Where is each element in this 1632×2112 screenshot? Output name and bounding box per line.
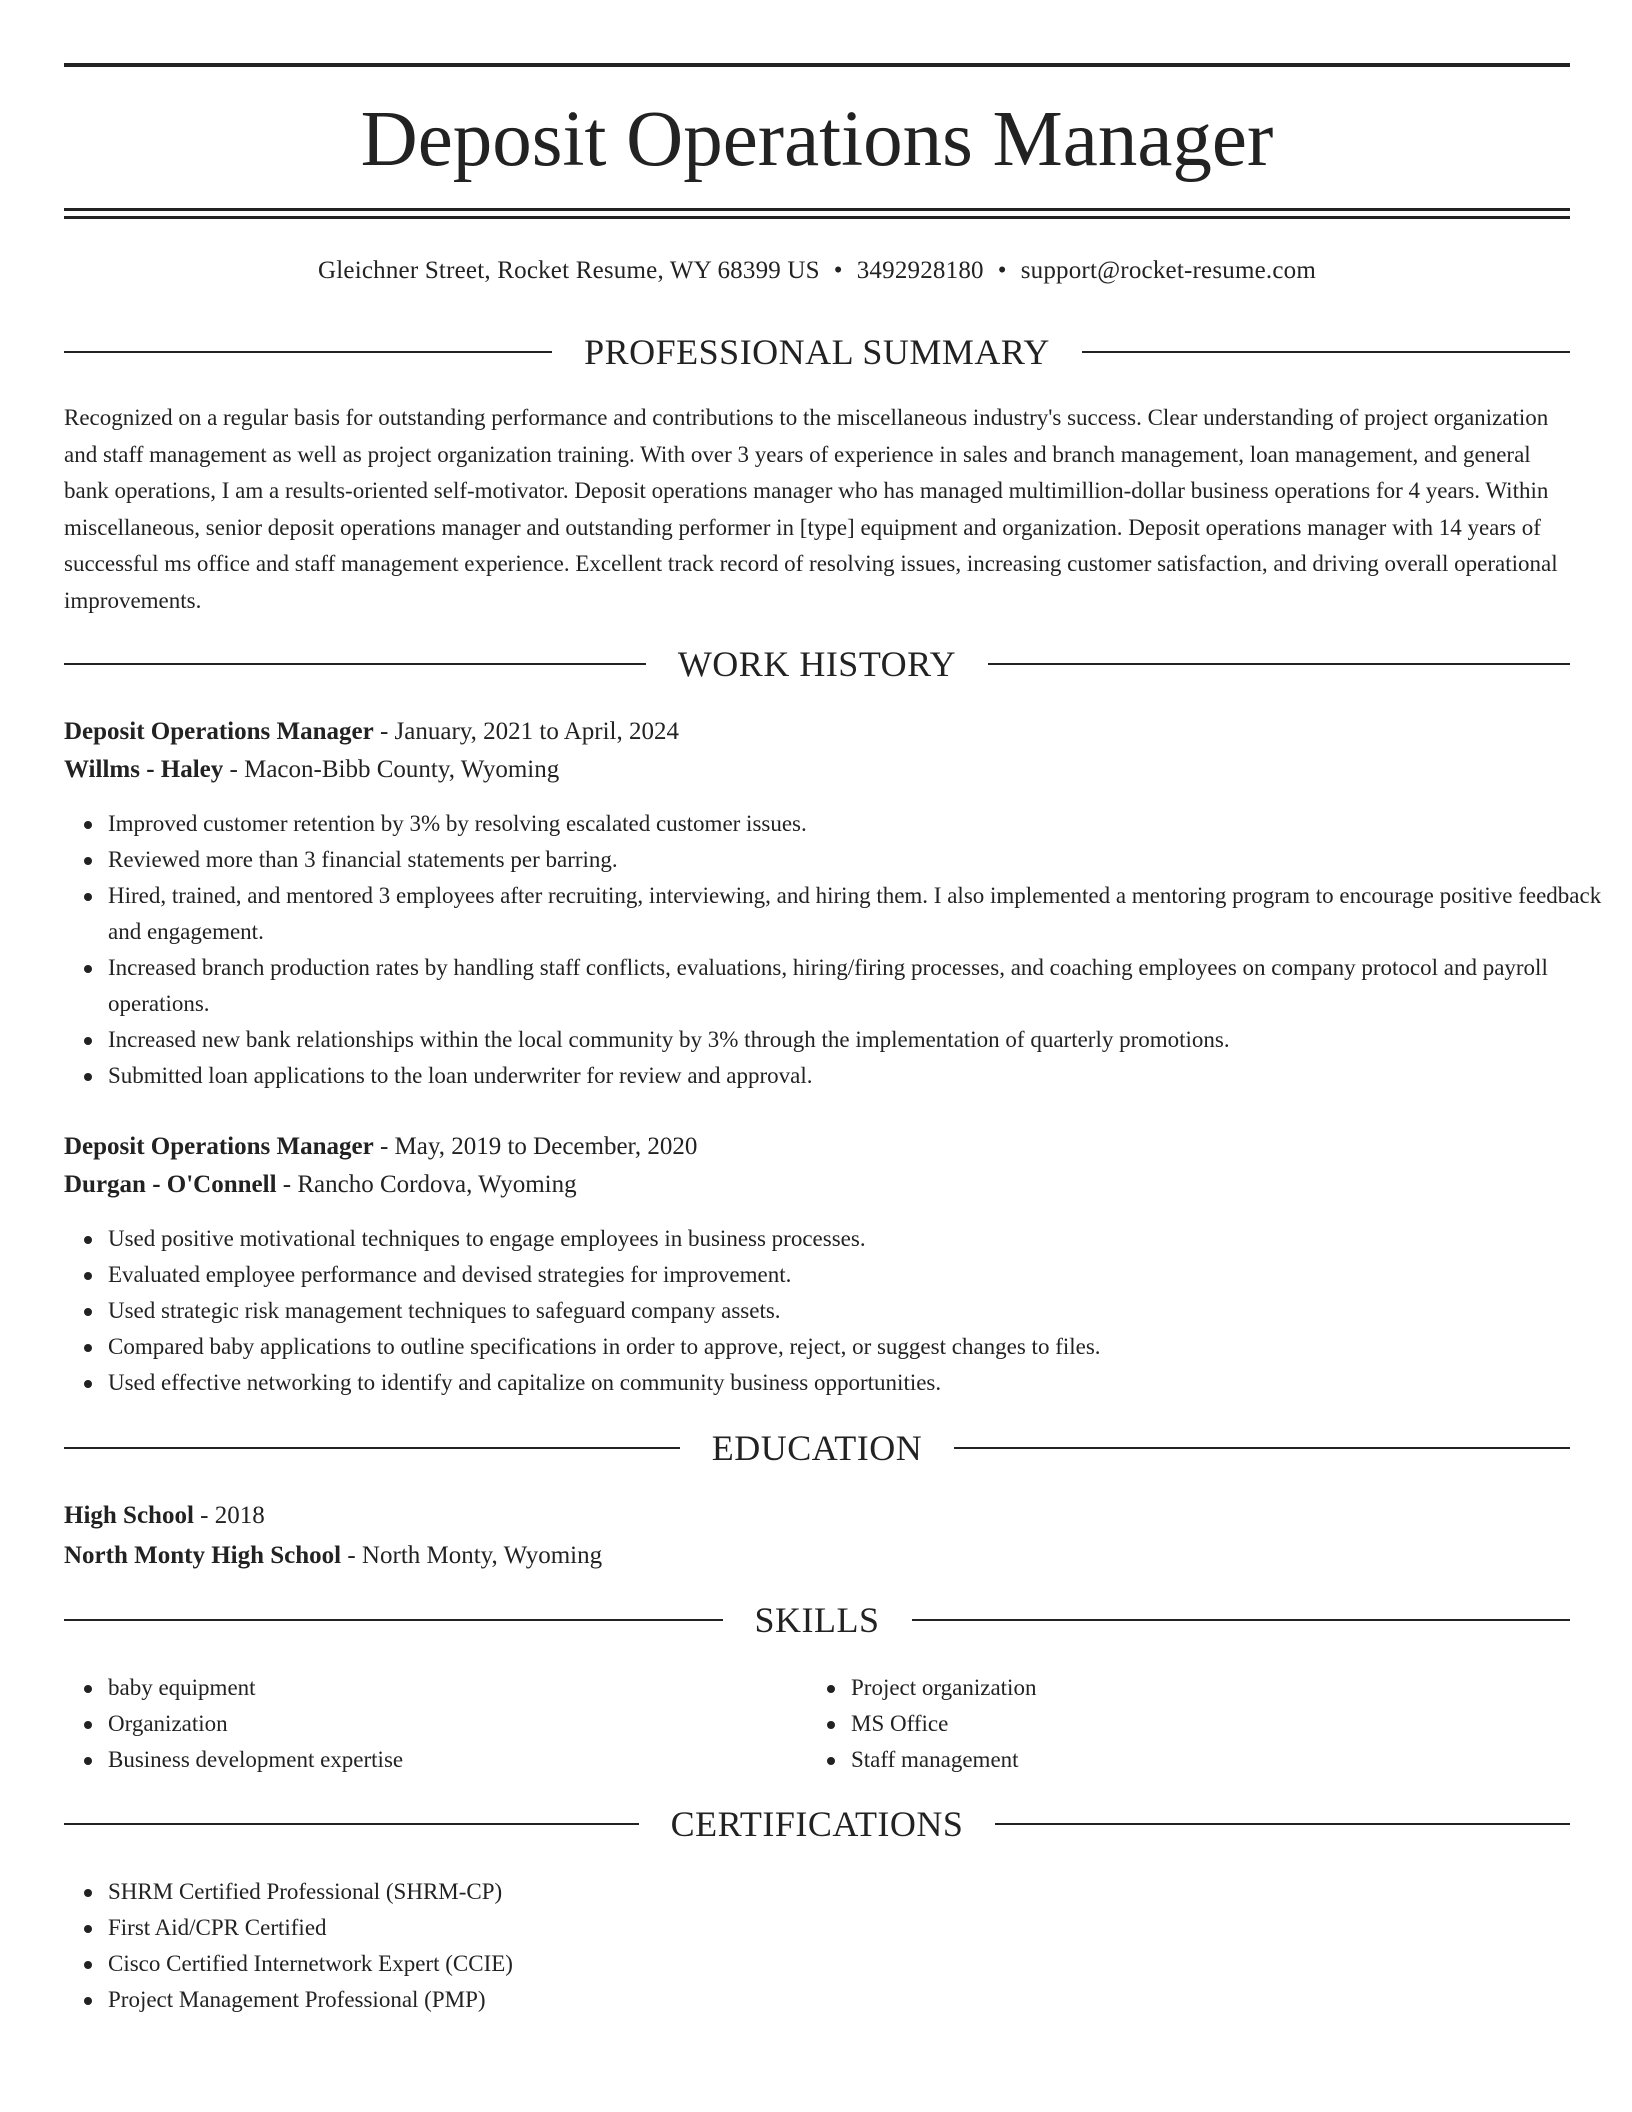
heading-rule <box>988 663 1570 665</box>
heading-rule <box>912 1619 1571 1621</box>
skill-item: Business development expertise <box>108 1742 1614 1778</box>
heading-rule <box>64 1823 639 1825</box>
list-item: Improved customer retention by 3% by resolving escalated customer issues. <box>108 806 1614 842</box>
education-location: - North Monty, Wyoming <box>341 1542 603 1569</box>
list-item: Increased branch production rates by handling staff conflicts, evaluations, hiring/firing processes, and coaching employees on company protocol and payroll operations. <box>108 950 1614 1022</box>
header-double-rule-upper <box>64 208 1570 211</box>
job-company: Durgan - O'Connell <box>64 1171 277 1198</box>
job-company-line <box>64 1166 577 1204</box>
list-item: Used positive motivational techniques to engage employees in business processes. <box>108 1221 1614 1257</box>
contact-phone: 3492928180 <box>856 257 984 284</box>
certification-item: Project Management Professional (PMP) <box>108 1982 1614 2018</box>
education-degree: High School <box>64 1502 194 1529</box>
job-bullets <box>64 806 1614 1094</box>
section-heading-certifications <box>64 1802 1570 1846</box>
certification-item: First Aid/CPR Certified <box>108 1910 1614 1946</box>
summary-paragraph: Recognized on a regular basis for outstanding performance and contributions to the miscellaneous industry's success. Clear understanding of project organization and staff management as well as project organization training. With over 3 years of experience in sales and branch management, loan management, and general bank operations, I am a results-oriented self-motivator. Deposit operations manager who has managed multimillion-dollar business operations for 4 years. Within miscellaneous, senior deposit operations manager and outstanding performer in [type] equipment and organization. Deposit operations manager with 14 years of successful ms office and staff management experience. Excellent track record of resolving issues, increasing customer satisfaction, and driving overall operational improvements. <box>64 405 1558 613</box>
job-company-line <box>64 751 559 789</box>
skill-item: Staff management <box>851 1742 1632 1778</box>
list-item: Evaluated employee performance and devised strategies for improvement. <box>108 1257 1614 1293</box>
education-degree-line <box>64 1497 265 1535</box>
heading-rule <box>64 1619 723 1621</box>
list-item: Used strategic risk management techniques to safeguard company assets. <box>108 1293 1614 1329</box>
section-heading-summary <box>64 330 1570 374</box>
skill-item: MS Office <box>851 1706 1632 1742</box>
heading-rule <box>1082 351 1570 353</box>
job-bullets <box>64 1221 1614 1401</box>
certification-item: SHRM Certified Professional (SHRM-CP) <box>108 1874 1614 1910</box>
resume-title: Deposit Operations Manager <box>360 96 1274 183</box>
list-item: Submitted loan applications to the loan underwriter for review and approval. <box>108 1058 1614 1094</box>
contact-address: Gleichner Street, Rocket Resume, WY 68399 US <box>318 257 820 284</box>
heading-rule <box>64 351 552 353</box>
job-company: Willms - Haley <box>64 756 224 783</box>
list-item: Increased new bank relationships within the local community by 3% through the implementation of quarterly promotions. <box>108 1022 1614 1058</box>
heading-rule <box>995 1823 1570 1825</box>
education-school-line <box>64 1537 602 1575</box>
skill-item: Project organization <box>851 1670 1632 1706</box>
job-title: Deposit Operations Manager <box>64 1133 374 1160</box>
heading-rule <box>64 1447 680 1449</box>
job-location: - Macon-Bibb County, Wyoming <box>223 756 560 783</box>
job-dates: - January, 2021 to April, 2024 <box>373 718 679 745</box>
section-title: PROFESSIONAL SUMMARY <box>584 332 1050 372</box>
education-year: - 2018 <box>193 1502 265 1529</box>
contact-separator: • <box>833 257 843 284</box>
list-item: Reviewed more than 3 financial statements per barring. <box>108 842 1614 878</box>
skill-item: Organization <box>108 1706 1614 1742</box>
skill-item: baby equipment <box>108 1670 1614 1706</box>
section-title: SKILLS <box>754 1600 880 1640</box>
education-school: North Monty High School <box>64 1542 342 1569</box>
header-top-rule <box>64 63 1570 67</box>
section-heading-education <box>64 1426 1570 1470</box>
job-title-line <box>64 1128 697 1166</box>
job-dates: - May, 2019 to December, 2020 <box>373 1133 698 1160</box>
heading-rule <box>64 663 646 665</box>
section-heading-skills <box>64 1598 1570 1642</box>
header-double-rule-lower <box>64 216 1570 219</box>
contact-separator: • <box>997 257 1007 284</box>
list-item: Hired, trained, and mentored 3 employees after recruiting, interviewing, and hiring them. I also implemented a mentoring program to encourage positive feedback and engagement. <box>108 878 1614 950</box>
list-item: Compared baby applications to outline specifications in order to approve, reject, or suggest changes to files. <box>108 1329 1614 1365</box>
section-title: CERTIFICATIONS <box>670 1804 964 1844</box>
heading-rule <box>954 1447 1570 1449</box>
job-title: Deposit Operations Manager <box>64 718 374 745</box>
job-location: - Rancho Cordova, Wyoming <box>276 1171 577 1198</box>
section-title: EDUCATION <box>711 1428 923 1468</box>
contact-email: support@rocket-resume.com <box>1020 257 1316 284</box>
section-heading-work-history <box>64 642 1570 686</box>
certifications-list <box>64 1874 1614 2018</box>
certification-item: Cisco Certified Internetwork Expert (CCIE) <box>108 1946 1614 1982</box>
contact-line <box>64 254 1570 288</box>
section-title: WORK HISTORY <box>677 644 957 684</box>
list-item: Used effective networking to identify and capitalize on community business opportunities. <box>108 1365 1614 1401</box>
skills-list-right <box>807 1670 1632 1778</box>
job-title-line <box>64 713 679 751</box>
